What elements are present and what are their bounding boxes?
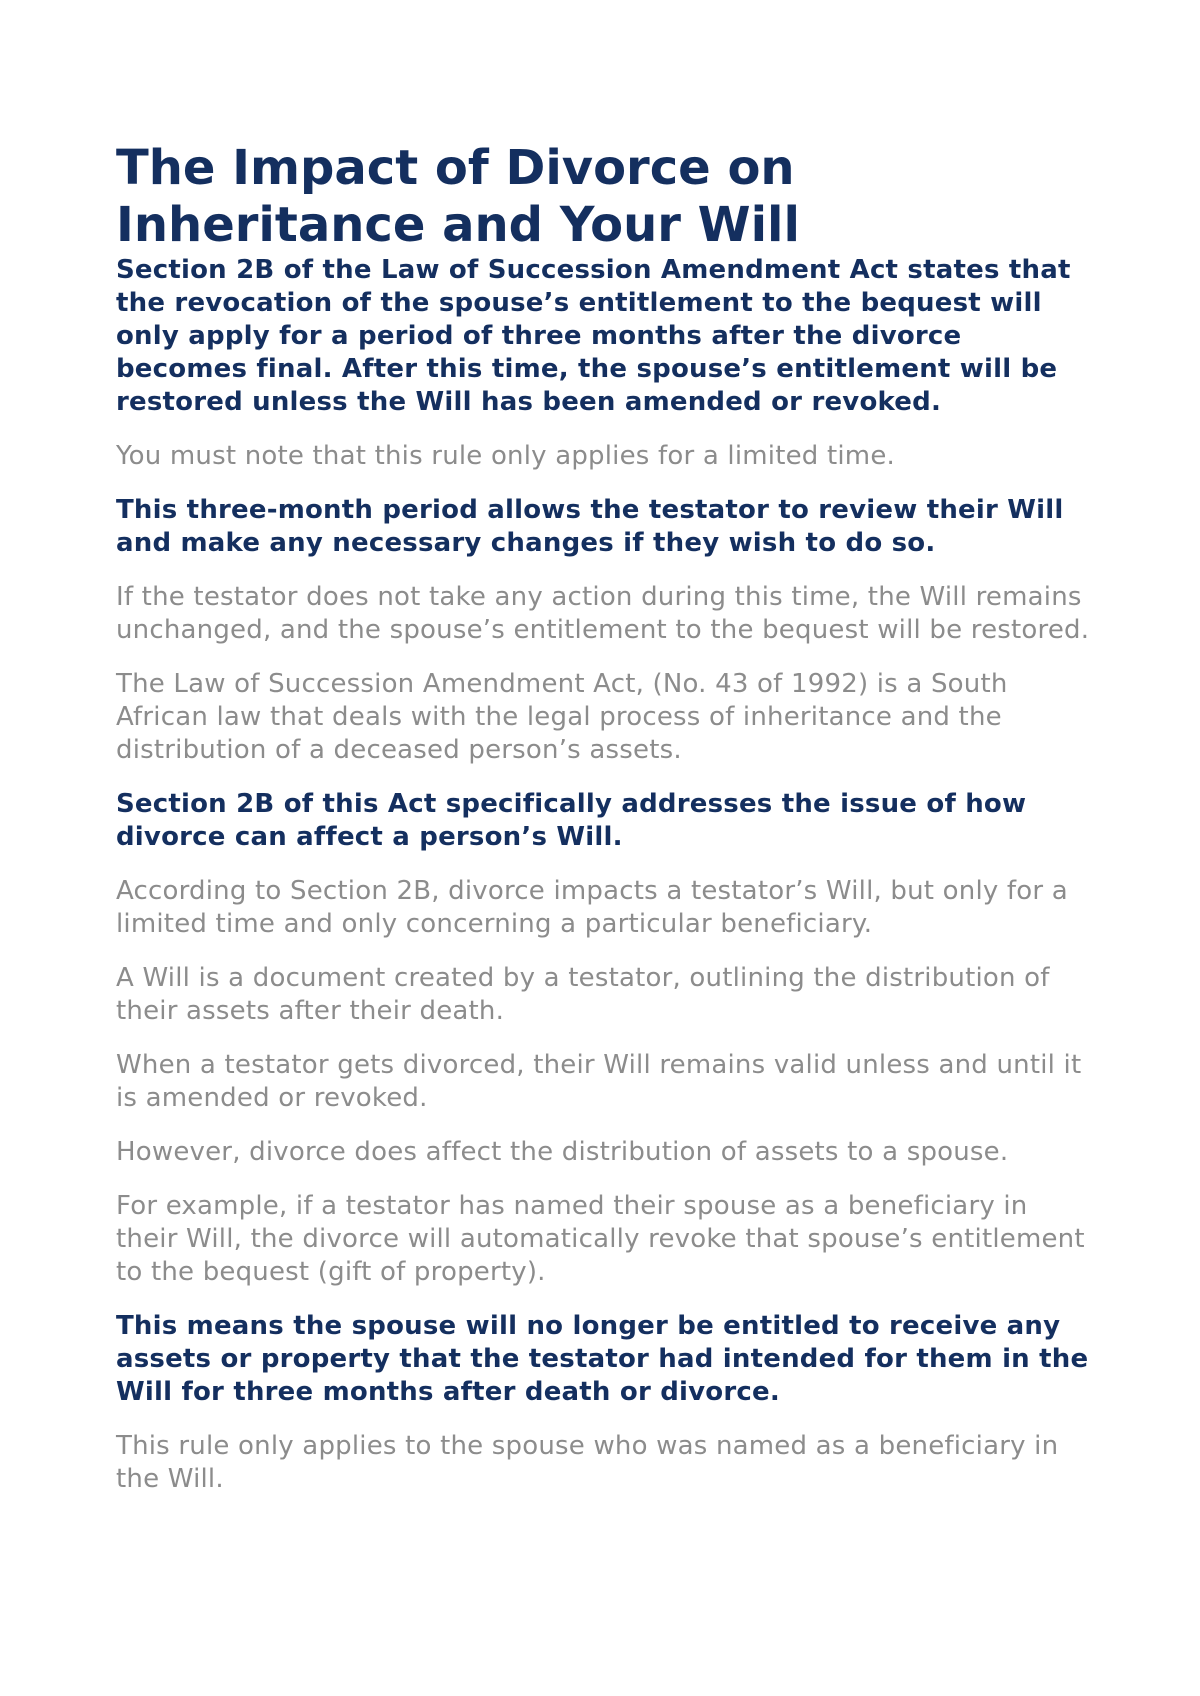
- paragraph-4: If the testator does not take any action during this time, the Will remains unchanged, and the spouse’s entitlement to the bequest will be restored.: [116, 582, 1090, 645]
- paragraph-1: Section 2B of the Law of Succession Amendment Act states that the revocation of the spouse’s entitlement to the bequest will only apply for a period of three months after the divorce becomes final. After this time, the spouse’s entitlement will be restored unless the Will has been amended or revoked.: [116, 255, 1071, 417]
- paragraph-3: This three-month period allows the testator to review their Will and make any necessary changes if they wish to do so.: [116, 495, 1064, 558]
- paragraph-9: When a testator gets divorced, their Will remains valid unless and until it is amended or revoked.: [116, 1050, 1082, 1113]
- page-title: The Impact of Divorce on Inheritance and Your Will: [116, 140, 800, 253]
- paragraph-13: This rule only applies to the spouse who was named as a beneficiary in the Will.: [116, 1431, 1059, 1494]
- paragraph-7: According to Section 2B, divorce impacts a testator’s Will, but only for a limited time and only concerning a particular beneficiary.: [116, 876, 1068, 939]
- paragraph-2: You must note that this rule only applies for a limited time.: [116, 441, 895, 471]
- paragraph-11: For example, if a testator has named their spouse as a beneficiary in their Will, the divorce will automatically revoke that spouse’s entitlement to the bequest (gift of property).: [116, 1191, 1085, 1287]
- paragraph-12: This means the spouse will no longer be entitled to receive any assets or property that the testator had intended for them in the Will for three months after death or divorce.: [116, 1311, 1089, 1407]
- paragraph-10: However, divorce does affect the distribution of assets to a spouse.: [116, 1137, 1009, 1167]
- paragraph-8: A Will is a document created by a testator, outlining the distribution of their assets after their death.: [116, 963, 1050, 1026]
- paragraph-6: Section 2B of this Act specifically addresses the issue of how divorce can affect a person’s Will.: [116, 789, 1027, 852]
- document-page: [116, 140, 1096, 1517]
- paragraph-5: The Law of Succession Amendment Act, (No. 43 of 1992) is a South African law that deals with the legal process of inheritance and the distribution of a deceased person’s assets.: [116, 669, 1008, 765]
